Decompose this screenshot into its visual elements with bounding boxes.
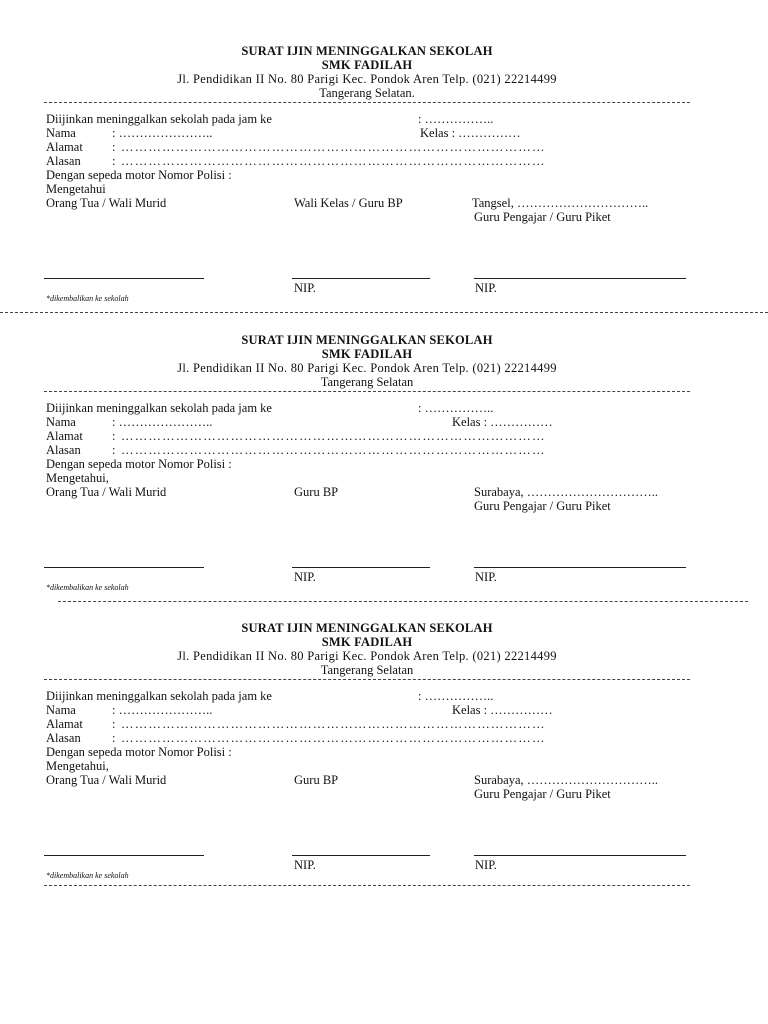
nama-label: Nama [46, 415, 76, 429]
jam-field: : …………….. [418, 112, 494, 126]
place-date: Surabaya, ………………………….. [474, 773, 659, 787]
teacher-signatory: Guru BP [294, 485, 339, 499]
header-rule [44, 391, 690, 392]
school-address: Jl. Pendidikan II No. 80 Parigi Kec. Pondok Aren Telp. (021) 22214499 [177, 72, 557, 86]
duty-teacher-signatory: Guru Pengajar / Guru Piket [474, 787, 611, 801]
nama-label: Nama [46, 703, 76, 717]
signature-line-teacher [292, 855, 430, 856]
school-name: SMK FADILAH [321, 347, 413, 361]
nip-duty: NIP. [475, 570, 497, 584]
kelas-field: Kelas : …………… [452, 415, 553, 429]
header-rule [44, 679, 690, 680]
signature-line-parent [44, 855, 204, 856]
place-date: Surabaya, ………………………….. [474, 485, 659, 499]
nip-duty: NIP. [475, 281, 497, 295]
alasan-field: : ………………………………………………………………………………… [112, 443, 546, 457]
return-note: *dikembalikan ke sekolah [46, 871, 129, 880]
duty-teacher-signatory: Guru Pengajar / Guru Piket [474, 499, 611, 513]
signature-line-duty [474, 278, 686, 279]
school-name: SMK FADILAH [321, 58, 413, 72]
school-city: Tangerang Selatan [320, 375, 414, 389]
school-city: Tangerang Selatan [320, 663, 414, 677]
header-rule [44, 102, 690, 103]
alasan-label: Alasan [46, 443, 81, 457]
school-city: Tangerang Selatan. [319, 86, 415, 100]
signature-line-parent [44, 278, 204, 279]
kelas-field: Kelas : …………… [452, 703, 553, 717]
bottom-rule [44, 885, 690, 886]
teacher-signatory: Wali Kelas / Guru BP [294, 196, 403, 210]
signature-line-duty [474, 567, 686, 568]
signature-line-parent [44, 567, 204, 568]
form-title: SURAT IJIN MENINGGALKAN SEKOLAH [241, 333, 493, 347]
alamat-field: : ………………………………………………………………………………… [112, 140, 546, 154]
duty-teacher-signatory: Guru Pengajar / Guru Piket [474, 210, 611, 224]
alasan-label: Alasan [46, 154, 81, 168]
teacher-signatory: Guru BP [294, 773, 339, 787]
jam-label: Diijinkan meninggalkan sekolah pada jam ke [46, 112, 272, 126]
signature-line-teacher [292, 567, 430, 568]
nama-field: : ………………….. [112, 703, 213, 717]
jam-label: Diijinkan meninggalkan sekolah pada jam ke [46, 401, 272, 415]
parent-signatory: Orang Tua / Wali Murid [46, 773, 167, 787]
alamat-field: : ………………………………………………………………………………… [112, 717, 546, 731]
school-address: Jl. Pendidikan II No. 80 Parigi Kec. Pondok Aren Telp. (021) 22214499 [177, 649, 557, 663]
mengetahui-label: Mengetahui [46, 182, 106, 196]
motor-label: Dengan sepeda motor Nomor Polisi : [46, 168, 232, 182]
mengetahui-label: Mengetahui, [46, 759, 109, 773]
alamat-field: : ………………………………………………………………………………… [112, 429, 546, 443]
permit-form-2 [0, 289, 768, 592]
permit-form-3 [0, 577, 768, 880]
alasan-field: : ………………………………………………………………………………… [112, 154, 546, 168]
alamat-label: Alamat [46, 717, 83, 731]
alasan-field: : ………………………………………………………………………………… [112, 731, 546, 745]
jam-field: : …………….. [418, 401, 494, 415]
signature-line-teacher [292, 278, 430, 279]
nama-label: Nama [46, 126, 76, 140]
mengetahui-label: Mengetahui, [46, 471, 109, 485]
motor-label: Dengan sepeda motor Nomor Polisi : [46, 457, 232, 471]
nip-duty: NIP. [475, 858, 497, 872]
alamat-label: Alamat [46, 429, 83, 443]
signature-line-duty [474, 855, 686, 856]
nama-field: : ………………….. [112, 415, 213, 429]
return-note: *dikembalikan ke sekolah [46, 583, 129, 592]
school-address: Jl. Pendidikan II No. 80 Parigi Kec. Pondok Aren Telp. (021) 22214499 [177, 361, 557, 375]
kelas-field: Kelas : …………… [420, 126, 521, 140]
form-title: SURAT IJIN MENINGGALKAN SEKOLAH [241, 621, 493, 635]
alamat-label: Alamat [46, 140, 83, 154]
return-note: *dikembalikan ke sekolah [46, 294, 129, 303]
parent-signatory: Orang Tua / Wali Murid [46, 485, 167, 499]
nip-teacher: NIP. [294, 570, 316, 584]
permit-form-1 [0, 0, 768, 303]
jam-field: : …………….. [418, 689, 494, 703]
alasan-label: Alasan [46, 731, 81, 745]
jam-label: Diijinkan meninggalkan sekolah pada jam ke [46, 689, 272, 703]
school-name: SMK FADILAH [321, 635, 413, 649]
parent-signatory: Orang Tua / Wali Murid [46, 196, 167, 210]
nip-teacher: NIP. [294, 858, 316, 872]
motor-label: Dengan sepeda motor Nomor Polisi : [46, 745, 232, 759]
nama-field: : ………………….. [112, 126, 213, 140]
nip-teacher: NIP. [294, 281, 316, 295]
form-title: SURAT IJIN MENINGGALKAN SEKOLAH [241, 44, 493, 58]
place-date: Tangsel, ………………………….. [472, 196, 649, 210]
